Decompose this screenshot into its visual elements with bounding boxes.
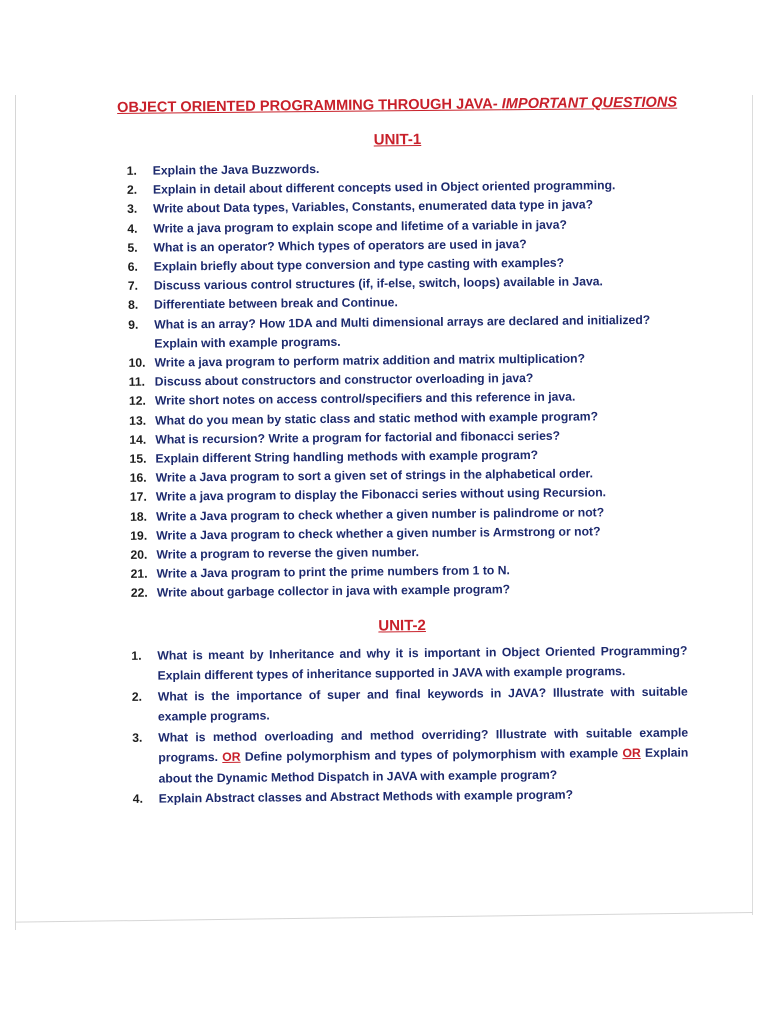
question-item	[119, 784, 689, 810]
unit-1-heading: UNIT-1	[373, 131, 422, 149]
question-number: 20.	[130, 547, 148, 562]
question-number: 10.	[128, 355, 146, 370]
question-number: 4.	[132, 791, 144, 807]
question-number: 18.	[129, 509, 148, 524]
question-number: 12.	[128, 394, 146, 409]
question-text: What is an array? How 1DA and Multi dimensional arrays are declared and initialized?	[154, 312, 651, 332]
question-number: 8.	[127, 298, 139, 313]
question-text-part: Explain about the Dynamic Method Dispatch in JAVA with example program?	[158, 745, 689, 786]
document-title-italic: IMPORTANT QUESTIONS	[501, 94, 678, 113]
question-number: 2.	[126, 182, 138, 198]
question-number: 21.	[130, 566, 148, 582]
question-item	[114, 310, 684, 354]
question-text: Explain Abstract classes and Abstract Methods with example program?	[158, 787, 574, 806]
document-title-main: OBJECT ORIENTED PROGRAMMING THROUGH JAVA-	[117, 96, 502, 116]
question-item	[118, 722, 689, 789]
question-number: 1.	[131, 648, 142, 663]
page-edge-right	[752, 95, 753, 915]
question-number: 1.	[126, 163, 137, 178]
question-text: What is meant by Inheritance and why it is important in Object Oriented Programming? Explain different types of inheritance supported in JAVA with example programs.	[157, 643, 688, 683]
question-number: 9.	[128, 317, 139, 332]
question-number: 3.	[127, 202, 138, 217]
question-text-continued: Explain with example programs.	[154, 334, 341, 351]
unit-1-question-list	[113, 157, 687, 604]
question-text: Differentiate between break and Continue.	[153, 295, 398, 313]
question-number: 6.	[127, 259, 138, 274]
question-item	[117, 579, 687, 604]
question-item	[118, 681, 688, 727]
question-item	[117, 640, 687, 686]
question-text: Write a program to reverse the given number.	[156, 545, 420, 562]
page-edge-bottom	[15, 912, 753, 923]
question-text: What is the importance of super and final keywords in JAVA? Illustrate with suitable example programs.	[157, 684, 688, 724]
question-text: Write short notes on access control/specifiers and this reference in java.	[154, 390, 576, 409]
question-text: What is an operator? Which types of operators are used in java?	[153, 236, 527, 255]
question-number: 11.	[128, 374, 146, 390]
or-connector: OR	[222, 749, 241, 765]
question-number: 19.	[130, 528, 148, 543]
page-edge-left	[15, 95, 16, 930]
question-text-part: Define polymorphism and types of polymorphism with example	[240, 746, 623, 764]
question-number: 22.	[130, 586, 148, 601]
question-number: 15.	[129, 451, 147, 466]
document-title	[112, 89, 682, 122]
question-number: 17.	[129, 490, 147, 505]
question-text: Discuss various control structures (if, if-else, switch, loops) available in Java.	[153, 274, 603, 293]
question-text: Write a java program to perform matrix addition and matrix multiplication?	[154, 351, 586, 370]
question-number: 3.	[132, 730, 143, 745]
question-number: 5.	[127, 240, 138, 255]
unit-2-heading: UNIT-2	[378, 616, 426, 635]
question-text: Write a java program to display the Fibonacci series without using Recursion.	[155, 485, 607, 505]
question-number: 7.	[127, 278, 139, 294]
question-number: 4.	[127, 221, 138, 236]
question-text: Write about garbage collector in java with example program?	[156, 582, 511, 601]
question-number: 16.	[129, 470, 147, 486]
unit-2-question-list	[117, 640, 689, 809]
question-text-part: What is method overloading and method overriding? Illustrate with suitable example programs.	[158, 725, 689, 765]
question-text: Write a Java program to sort a given set of strings in the alphabetical order.	[155, 466, 594, 485]
or-connector: OR	[622, 746, 641, 761]
question-number: 2.	[131, 689, 143, 704]
question-text: Explain in detail about different concepts used in Object oriented programming.	[152, 178, 616, 197]
question-text: Write a Java program to check whether a given number is palindrome or not?	[155, 504, 605, 524]
question-text: Discuss about constructors and constructor overloading in java?	[154, 371, 534, 389]
question-text: Explain briefly about type conversion and type casting with examples?	[153, 255, 565, 274]
question-text: Explain the Java Buzzwords.	[152, 162, 320, 178]
question-text: What do you mean by static class and static method with example program?	[155, 408, 599, 428]
question-text: What is recursion? Write a program for factorial and fibonacci series?	[155, 428, 561, 447]
question-text: Write a java program to explain scope and lifetime of a variable in java?	[153, 217, 567, 236]
question-number: 13.	[129, 413, 147, 428]
question-number: 14.	[129, 432, 147, 447]
question-text: Explain different String handling methods with example program?	[155, 447, 539, 466]
question-text: Write a Java program to print the prime numbers from 1 to N.	[156, 563, 510, 581]
question-text: Write about Data types, Variables, Constants, enumerated data type in java?	[153, 197, 594, 217]
question-text: Write a Java program to check whether a given number is Armstrong or not?	[156, 524, 601, 543]
document-content	[112, 89, 689, 810]
